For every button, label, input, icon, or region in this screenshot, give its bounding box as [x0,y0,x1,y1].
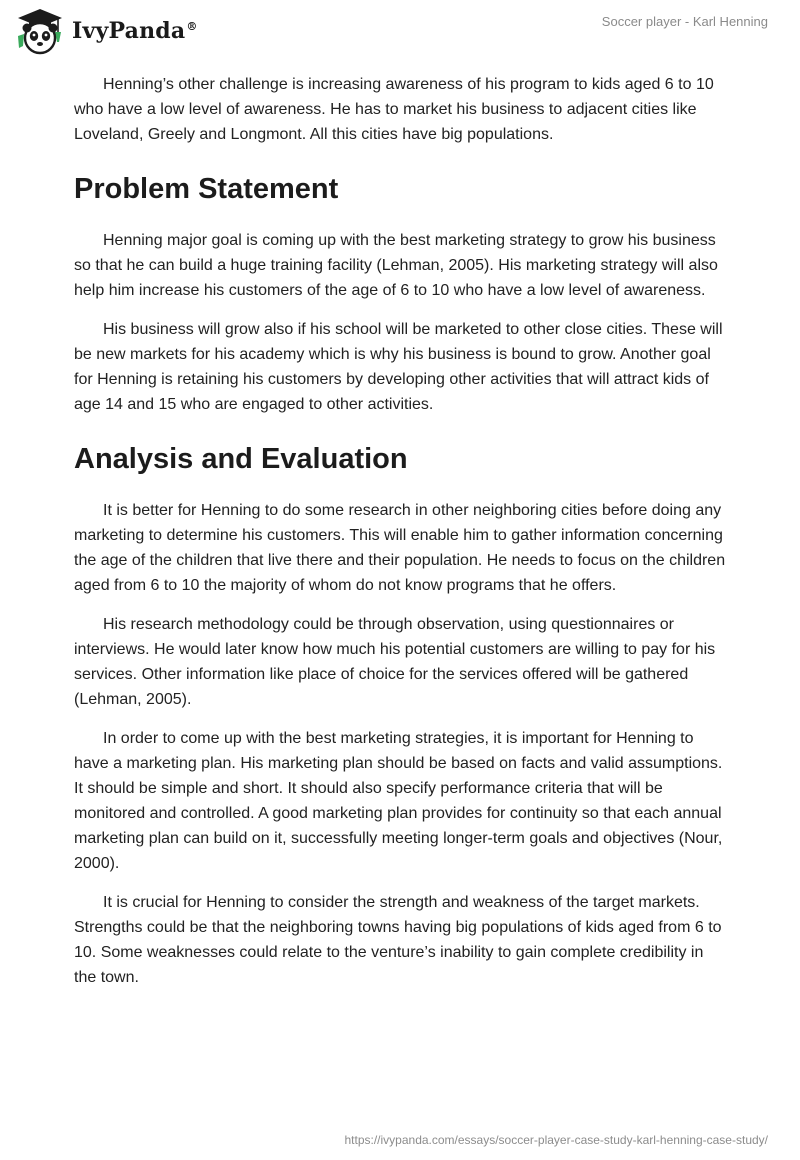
heading-problem-statement: Problem Statement [74,173,339,205]
brand-logo[interactable] [14,6,198,56]
intro-paragraph: Henning’s other challenge is increasing awareness of his program to kids aged 6 to 10 who have a low level of awareness. He has to market his business to adjacent cities like Loveland, Greely and Longmont. All this cities have big populations. [74,76,714,143]
essay-body [74,72,730,1004]
brand-name-text: IvyPanda [72,18,186,44]
document-title: Soccer player - Karl Henning [601,14,768,29]
paragraph: His business will grow also if his school will be marketed to other close cities. These will be new markets for his academy which is why his business is bound to grow. Another goal for Henning is retaining his customers by developing other activities that will attract kids of age 14 and 15 who are engaged to other activities. [74,321,723,413]
page-header [0,0,800,64]
source-url-link[interactable]: https://ivypanda.com/essays/soccer-player-case-study-karl-henning-case-study/ [344,1133,768,1147]
registered-mark: ® [186,19,198,33]
paragraph: His research methodology could be through observation, using questionnaires or interviews. He would later know how much his potential customers are willing to pay for his services. Other information like place of choice for the services offered will be gathered (Lehman, 2005). [74,616,716,708]
heading-analysis-evaluation: Analysis and Evaluation [74,443,408,475]
paragraph: In order to come up with the best marketing strategies, it is important for Henning to have a marketing plan. His marketing plan should be based on facts and valid assumptions. It should be simple and short. It should also specify performance criteria that will be monitored and controlled. A good marketing plan provides for continuity so that each annual marketing plan can build on it, successfully meeting longer-term goals and objectives (Nour, 2000). [74,730,723,872]
brand-name [72,18,198,44]
paragraph: It is better for Henning to do some research in other neighboring cities before doing any marketing to determine his customers. This will enable him to gather information concerning the age of the children that live there and their population. He needs to focus on the children aged from 6 to 10 the majority of whom do not know programs that he offers. [74,502,726,594]
paragraph: Henning major goal is coming up with the best marketing strategy to grow his business so that he can build a huge training facility (Lehman, 2005). His marketing strategy will also help him increase his customers of the age of 6 to 10 who have a low level of awareness. [74,232,718,299]
paragraph: It is crucial for Henning to consider the strength and weakness of the target markets. Strengths could be that the neighboring towns having big populations of kids aged from 6 to 10. Some weaknesses could relate to the venture’s inability to gain complete credibility in the town. [74,894,722,986]
panda-graduate-logo-icon [14,6,66,56]
